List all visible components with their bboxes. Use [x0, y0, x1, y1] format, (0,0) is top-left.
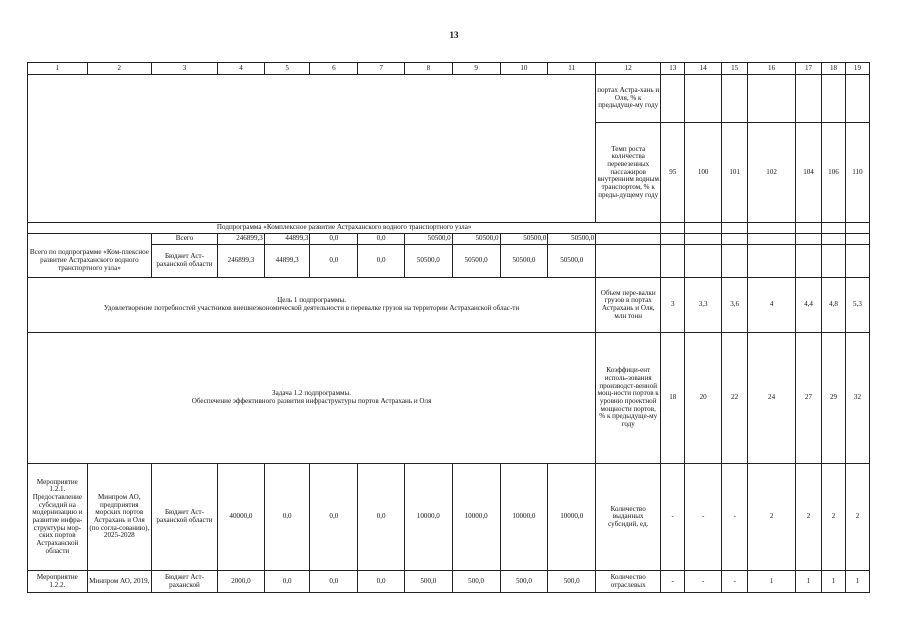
page-number: 13 [449, 30, 459, 40]
col-header: 7 [358, 63, 405, 75]
target-cell: 1 [845, 571, 869, 593]
value-cell: 22 [722, 333, 748, 464]
value-cell: 100 [685, 123, 722, 223]
indicator-cell: Коэффици-ент исполь-зования производст-венной мощ-ности портов к уровню проектной мощности портов, % к предыдуще-му году [596, 333, 661, 464]
value-cell: 0,0 [310, 571, 358, 593]
value-cell: 50500,0 [452, 245, 500, 278]
target-cell: - [722, 571, 748, 593]
value-cell: 10000,0 [500, 464, 548, 571]
indicator-cell: Количество выданных субсидий, ед. [596, 464, 661, 571]
total-budget-row [28, 245, 870, 278]
value-cell: 500,0 [452, 571, 500, 593]
value-cell: 40000,0 [218, 464, 265, 571]
value-cell: 32 [845, 333, 869, 464]
value-cell: 0,0 [358, 245, 405, 278]
value-cell: 10000,0 [452, 464, 500, 571]
col-header: 16 [748, 63, 796, 75]
value-cell [685, 75, 722, 123]
value-cell: 246899,3 [218, 245, 265, 278]
task-text: Обеспечение эффективного развития инфраструктуры портов Астрахань и Оля [191, 397, 432, 405]
value-cell: 18 [661, 333, 685, 464]
col-header: 11 [548, 63, 596, 75]
col-header: 17 [795, 63, 821, 75]
target-cell: 2 [795, 464, 821, 571]
target-cell: - [722, 464, 748, 571]
goal-text: Удовлетворение потребностей участников внешнеэкономической деятельности в перевалке грузов на территории Астраханской облас-ти [103, 304, 520, 312]
value-cell: 246899,3 [218, 234, 265, 245]
subprogram-title: Подпрограмма «Комплексное развитие Астраханского водного транспортного узла» [28, 223, 661, 234]
target-cell: - [685, 464, 722, 571]
value-cell: 0,0 [310, 245, 358, 278]
measure-row [28, 571, 870, 593]
value-cell: 3,3 [685, 278, 722, 333]
value-cell: 44899,3 [264, 245, 310, 278]
target-cell: - [661, 464, 685, 571]
header-row [28, 63, 870, 75]
total-label: Всего по подпрограмме «Ком-плексное развитие Астраханского водного транспортного узла» [28, 245, 152, 278]
col-header: 2 [87, 63, 151, 75]
value-cell: 0,0 [358, 464, 405, 571]
value-cell: 106 [822, 123, 846, 223]
value-cell: 44899,3 [264, 234, 310, 245]
value-cell: 10000,0 [404, 464, 452, 571]
executor-cell: Минпром АО, 2019, [87, 571, 151, 593]
col-header: 9 [452, 63, 500, 75]
value-cell: 95 [661, 123, 685, 223]
col-header: 13 [661, 63, 685, 75]
target-cell: 1 [795, 571, 821, 593]
source-cell: Бюджет Аст-раханской [151, 571, 217, 593]
col-header: 1 [28, 63, 88, 75]
value-cell: 24 [748, 333, 796, 464]
col-header: 4 [218, 63, 265, 75]
target-cell: 1 [748, 571, 796, 593]
value-cell: 27 [795, 333, 821, 464]
value-cell: 2000,0 [218, 571, 265, 593]
target-cell: 2 [845, 464, 869, 571]
value-cell: 50500,0 [404, 245, 452, 278]
value-cell: 4 [748, 278, 796, 333]
source-cell: Бюджет Аст-раханской области [151, 245, 217, 278]
blank-cell [28, 75, 596, 223]
measure-row [28, 464, 870, 571]
value-cell: 4,8 [822, 278, 846, 333]
value-cell: 3 [661, 278, 685, 333]
indicator-cell: Количество отраслевых [596, 571, 661, 593]
value-cell: 0,0 [310, 234, 358, 245]
col-header: 8 [404, 63, 452, 75]
goal-row [28, 278, 870, 333]
value-cell: 5,3 [845, 278, 869, 333]
indicator-cell: Темп роста количества перевезенных пассажиров внутренним водным транспортом, % к преды-дущему году [596, 123, 661, 223]
value-cell [748, 75, 796, 123]
value-cell [822, 75, 846, 123]
target-cell: - [661, 571, 685, 593]
value-cell: 29 [822, 333, 846, 464]
value-cell [795, 75, 821, 123]
executor-cell: Минпром АО, предприятия морских портов Астрахань и Оля (по согла-сованию), 2025-2028 [87, 464, 151, 571]
goal-title: Цель 1 подпрограммы. [277, 296, 347, 305]
value-cell: 101 [722, 123, 748, 223]
measure-name: Мероприятие 1.2.2. [28, 571, 88, 593]
table-row [28, 75, 870, 123]
col-header: 12 [596, 63, 661, 75]
value-cell: 0,0 [264, 571, 310, 593]
source-cell: Бюджет Аст-раханской области [151, 464, 217, 571]
value-cell [845, 75, 869, 123]
col-header: 19 [845, 63, 869, 75]
target-cell: 2 [748, 464, 796, 571]
goal-cell [28, 278, 596, 333]
target-cell: - [685, 571, 722, 593]
value-cell: 500,0 [548, 571, 596, 593]
target-cell: 1 [822, 571, 846, 593]
program-table [27, 62, 870, 593]
value-cell: 102 [748, 123, 796, 223]
task-title: Задача 1.2 подпрограммы. [272, 389, 352, 398]
value-cell: 4,4 [795, 278, 821, 333]
col-header: 5 [264, 63, 310, 75]
value-cell: 50500,0 [548, 245, 596, 278]
value-cell: 0,0 [310, 464, 358, 571]
indicator-cell: Объем пере-валки грузов в портах Астрахань и Оля, млн тонн [596, 278, 661, 333]
value-cell: 50500,0 [500, 245, 548, 278]
value-cell: 50500,0 [500, 234, 548, 245]
value-cell: 0,0 [264, 464, 310, 571]
value-cell: 10000,0 [548, 464, 596, 571]
value-cell: 0,0 [358, 571, 405, 593]
col-header: 3 [151, 63, 217, 75]
value-cell: 50500,0 [548, 234, 596, 245]
target-cell: 2 [822, 464, 846, 571]
col-header: 14 [685, 63, 722, 75]
value-cell: 50500,0 [452, 234, 500, 245]
value-cell: 50500,0 [404, 234, 452, 245]
vsego-label: Всего [151, 234, 217, 245]
total-row [28, 234, 870, 245]
subprogram-title-row [28, 223, 870, 234]
col-header: 18 [822, 63, 846, 75]
value-cell: 0,0 [358, 234, 405, 245]
col-header: 15 [722, 63, 748, 75]
col-header: 6 [310, 63, 358, 75]
value-cell: 110 [845, 123, 869, 223]
task-cell [28, 333, 596, 464]
value-cell: 104 [795, 123, 821, 223]
value-cell [661, 75, 685, 123]
value-cell: 500,0 [404, 571, 452, 593]
indicator-cell: портах Астра-хань и Оля, % к предыдуще-му году [596, 75, 661, 123]
col-header: 10 [500, 63, 548, 75]
value-cell [722, 75, 748, 123]
task-row [28, 333, 870, 464]
value-cell: 500,0 [500, 571, 548, 593]
value-cell: 3,6 [722, 278, 748, 333]
measure-name: Мероприятие 1.2.1. Предоставление субсидий на модернизацию и развитие инфра-структуры мор-ских портов Астраханской области [28, 464, 88, 571]
value-cell: 20 [685, 333, 722, 464]
